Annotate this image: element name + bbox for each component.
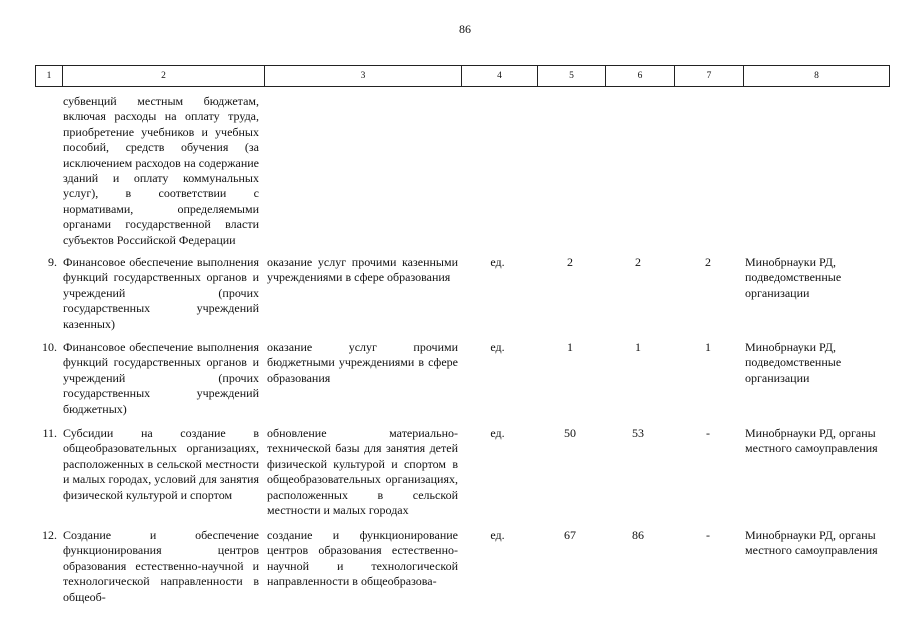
- header-cell-1: 1: [36, 66, 63, 86]
- row-value-col5: 1: [567, 340, 573, 354]
- row-executor: Минобрнауки РД, подведомственные организации: [745, 255, 842, 300]
- row-unit: ед.: [490, 340, 505, 354]
- row-value-col7: -: [706, 528, 710, 542]
- header-cell-5: 5: [538, 66, 606, 86]
- row-value-col5: 2: [567, 255, 573, 269]
- row-number: 9.: [48, 255, 57, 269]
- row-name: Финансовое обеспечение выполнения функций государственных органов и учреждений (прочих государственных учреждений казенных): [63, 255, 259, 331]
- header-cell-8: 8: [814, 71, 819, 81]
- page-number: 86: [459, 22, 471, 36]
- header-cell-2: 2: [63, 66, 265, 86]
- row-name: Создание и обеспечение функционирования центров образования естественно-научной и технологической направленности в общеоб-: [63, 528, 259, 604]
- row-number: 10.: [42, 340, 57, 354]
- table-header: [35, 65, 890, 87]
- header-cell-3: 3: [265, 66, 462, 86]
- row-value-col6: 1: [635, 340, 641, 354]
- row-value-col7: -: [706, 426, 710, 440]
- row-indicator: оказание услуг прочими казенными учреждениями в сфере образования: [267, 255, 458, 285]
- row-value-col5: 50: [564, 426, 576, 440]
- row-executor: Минобрнауки РД, органы местного самоуправления: [745, 528, 878, 558]
- header-cell-7: 7: [675, 66, 744, 86]
- row-number: 12.: [42, 528, 57, 542]
- row-executor: Минобрнауки РД, подведомственные организации: [745, 340, 842, 385]
- row-value-col5: 67: [564, 528, 576, 542]
- row-executor: Минобрнауки РД, органы местного самоуправления: [745, 426, 878, 456]
- row-indicator: оказание услуг прочими бюджетными учреждениями в сфере образования: [267, 340, 458, 385]
- continuation-text: субвенций местным бюджетам, включая расходы на оплату труда, приобретение учебников и учебных пособий, средств обучения (за исключением расходов на содержание зданий и оплату коммунальных услуг), в соответствии с нормативами, определяемыми органами государственной власти субъектов Российской Федерации: [63, 94, 259, 247]
- row-unit: ед.: [490, 426, 505, 440]
- row-number: 11.: [42, 426, 57, 440]
- row-unit: ед.: [490, 255, 505, 269]
- header-cell-6: 6: [606, 66, 675, 86]
- row-indicator: создание и функционирование центров образования естественно-научной и технологической направленности в общеобразова-: [267, 528, 458, 589]
- row-indicator: обновление материально-технической базы для занятия детей физической культурой и спортом в общеобразовательных организациях, расположенных в сельской местности и малых городах: [267, 426, 458, 518]
- row-unit: ед.: [490, 528, 505, 542]
- row-value-col6: 2: [635, 255, 641, 269]
- row-value-col6: 53: [632, 426, 644, 440]
- row-value-col7: 1: [705, 340, 711, 354]
- header-cell-4: 4: [462, 66, 538, 86]
- row-value-col7: 2: [705, 255, 711, 269]
- row-name: Финансовое обеспечение выполнения функций государственных органов и учреждений (прочих государственных учреждений бюджетных): [63, 340, 259, 416]
- row-value-col6: 86: [632, 528, 644, 542]
- row-name: Субсидии на создание в общеобразовательных организациях, расположенных в сельской местности и малых городах, условий для занятия физической культурой и спортом: [63, 426, 259, 502]
